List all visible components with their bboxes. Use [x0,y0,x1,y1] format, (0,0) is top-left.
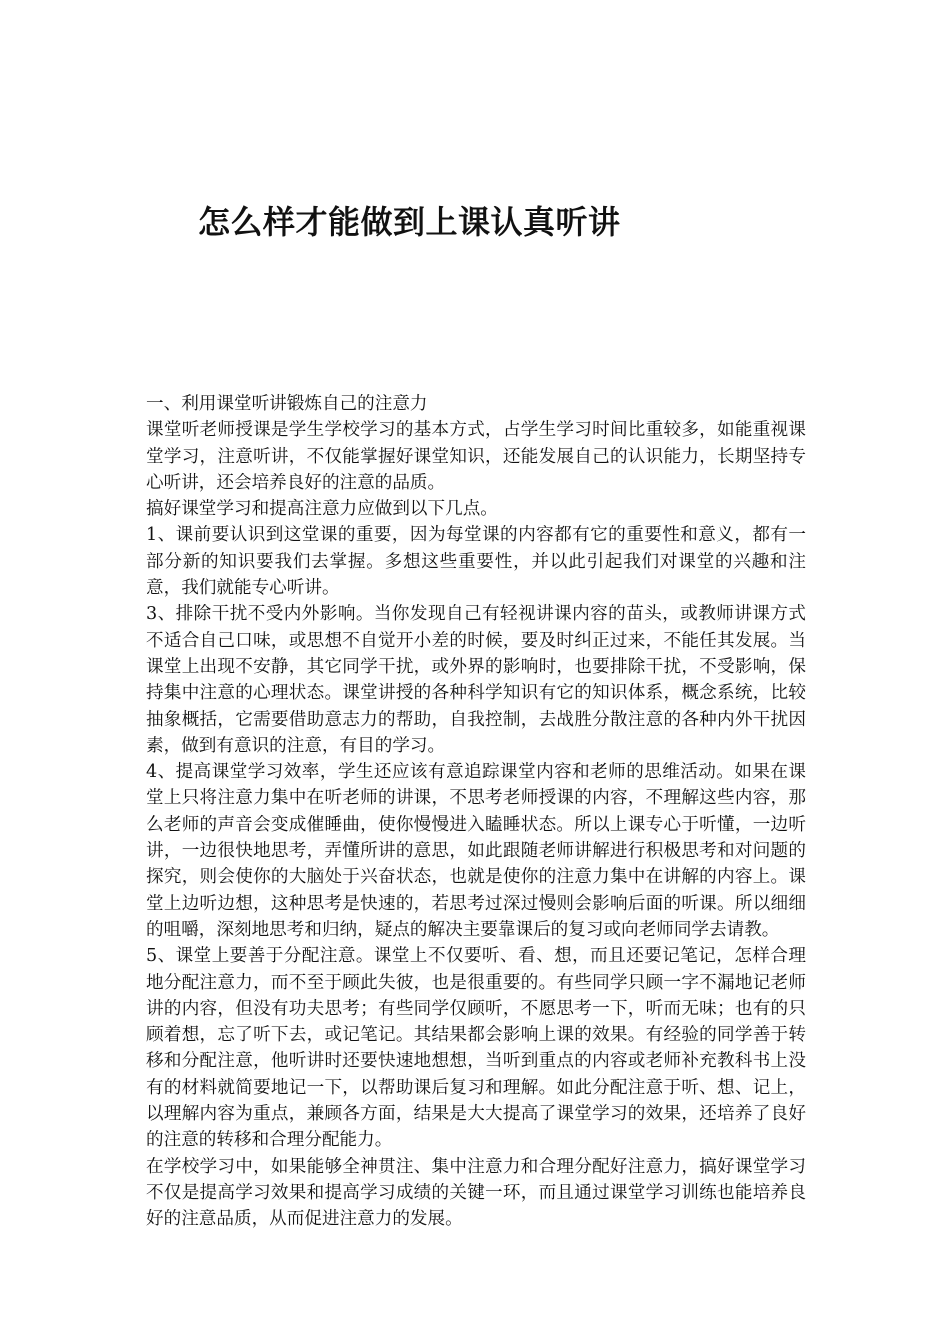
body-paragraph: 搞好课堂学习和提高注意力应做到以下几点。 [146,499,498,520]
body-paragraph: 在学校学习中，如果能够全神贯注、集中注意力和合理分配好注意力，搞好课堂学习不仅是提高学习效果和提高学习成绩的关键一环，而且通过课堂学习训练也能培养良好的注意品质，从而促进注意力的发展。 [146,1156,806,1230]
document-body [146,391,806,1233]
list-item: 4、提高课堂学习效率，学生还应该有意追踪课堂内容和老师的思维活动。如果在课堂上只将注意力集中在听老师的讲课，不思考老师授课的内容，不理解这些内容，那么老师的声音会变成催睡曲，使你慢慢进入瞌睡状态。所以上课专心于听懂，一边听讲，一边很快地思考，弄懂所讲的意思，如此跟随老师讲解进行积极思考和对问题的探究，则会使你的大脑处于兴奋状态，也就是使你的注意力集中在讲解的内容上。课堂上边听边想，这种思考是快速的，若思考过深过慢则会影响后面的听课。所以细细的咀嚼，深刻地思考和归纳，疑点的解决主要靠课后的复习或向老师同学去请教。 [146,762,806,940]
list-item: 1、课前要认识到这堂课的重要，因为每堂课的内容都有它的重要性和意义，都有一部分新的知识要我们去掌握。多想这些重要性，并以此引起我们对课堂的兴趣和注意，我们就能专心听讲。 [146,525,806,599]
body-paragraph: 课堂听老师授课是学生学校学习的基本方式，占学生学习时间比重较多，如能重视课堂学习，注意听讲，不仅能掌握好课堂知识，还能发展自己的认识能力，长期坚持专心听讲，还会培养良好的注意的品质。 [146,420,806,493]
document-title: 怎么样才能做到上课认真听讲 [198,203,621,241]
list-item: 5、课堂上要善于分配注意。课堂上不仅要听、看、想，而且还要记笔记，怎样合理地分配注意力，而不至于顾此失彼，也是很重要的。有些同学只顾一字不漏地记老师讲的内容，但没有功夫思考；有些同学仅顾听，不愿思考一下，听而无味；也有的只顾着想，忘了听下去，或记笔记。其结果都会影响上课的效果。有经验的同学善于转移和分配注意，他听讲时还要快速地想想，当听到重点的内容或老师补充教科书上没有的材料就简要地记一下，以帮助课后复习和理解。如此分配注意于听、想、记上，以理解内容为重点，兼顾各方面，结果是大大提高了课堂学习的效果，还培养了良好的注意的转移和合理分配能力。 [146,946,806,1151]
section-heading: 一、利用课堂听讲锻炼自己的注意力 [146,394,428,414]
list-item: 3、排除干扰不受内外影响。当你发现自己有轻视讲课内容的苗头，或教师讲课方式不适合自己口味，或思想不自觉开小差的时候，要及时纠正过来，不能任其发展。当课堂上出现不安静，其它同学干扰，或外界的影响时，也要排除干扰，不受影响，保持集中注意的心理状态。课堂讲授的各种科学知识有它的知识体系，概念系统，比较抽象概括，它需要借助意志力的帮助，自我控制，去战胜分散注意的各种内外干扰因素，做到有意识的注意，有目的学习。 [146,604,806,756]
